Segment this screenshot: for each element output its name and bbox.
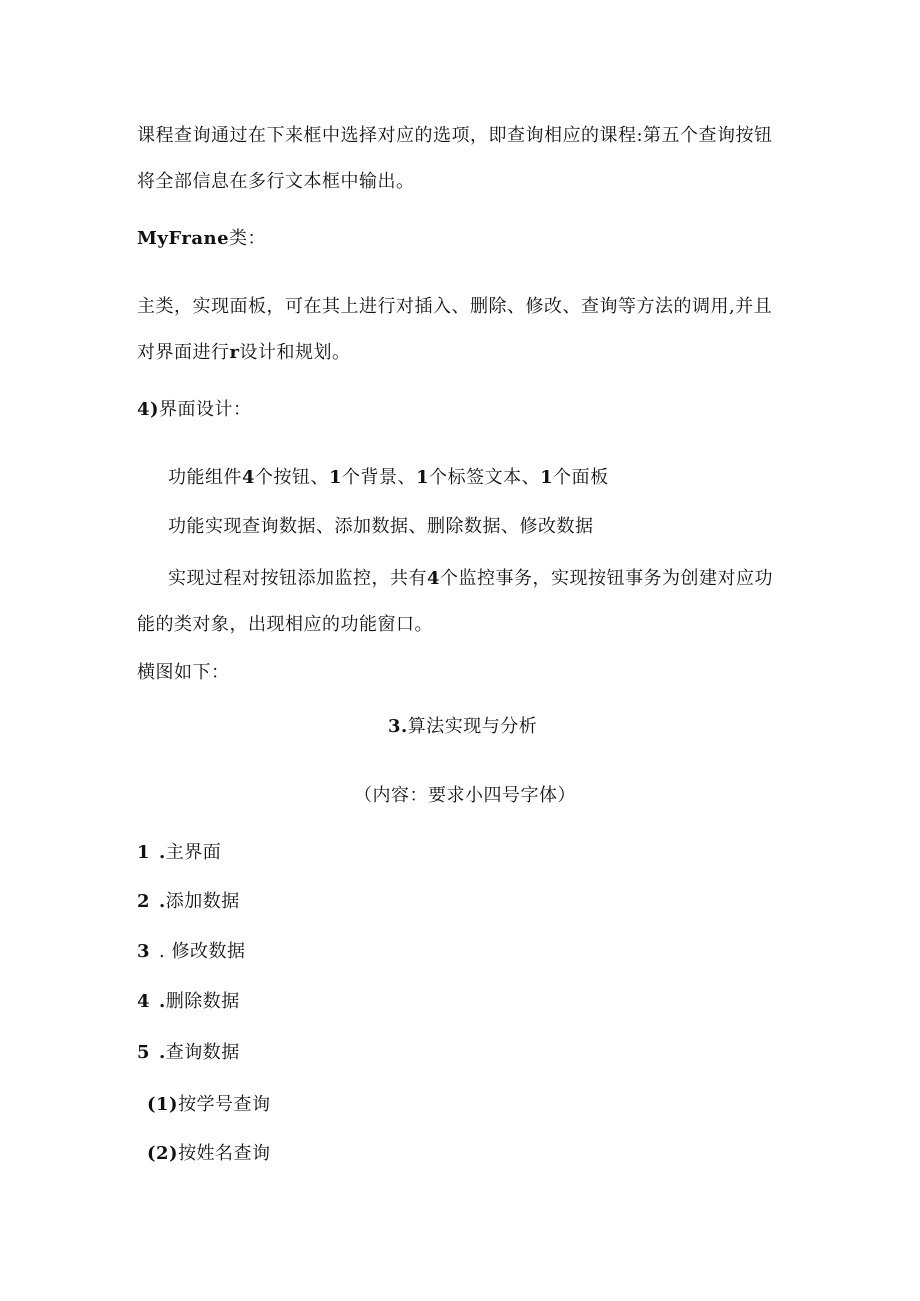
components-count: 1: [540, 467, 554, 488]
intro-line-1: 课程查询通过在下来框中选择对应的选项，即查询相应的课程:第五个查询按钮: [137, 125, 773, 146]
components-text: 个标签文本、: [429, 467, 541, 488]
list-item-text: 查询数据: [165, 1042, 240, 1063]
list-item-dot: .: [159, 842, 166, 863]
main-class-line-2-pre: 对界面进行: [137, 342, 230, 363]
components-text: 个背景、: [342, 467, 417, 488]
ui-design-heading: [137, 398, 252, 422]
process-line-1-pre: 实现过程对按钮添加监控，共有: [168, 568, 427, 589]
intro-line-2: 将全部信息在多行文本框中输出。: [137, 171, 415, 192]
components-text: 个面板: [553, 467, 609, 488]
main-class-line-2-post: 设计和规划。: [239, 342, 351, 363]
components-text: 个按钮、: [255, 467, 330, 488]
list-item-text: 添加数据: [165, 891, 240, 912]
process-count: 4: [427, 568, 441, 589]
list-item-number: 1: [137, 842, 151, 863]
components-count: 4: [242, 467, 256, 488]
list-item: [137, 940, 245, 964]
sub-list-item: [147, 1093, 271, 1117]
sub-list-item-text: 按姓名查询: [178, 1143, 271, 1164]
components-line: [168, 466, 609, 490]
list-item-dot: .: [159, 1042, 166, 1063]
section-note: （内容：要求小四号字体）: [354, 785, 576, 806]
components-count: 1: [416, 467, 430, 488]
main-class-line-2: [137, 341, 350, 365]
components-text: 功能组件: [168, 467, 242, 488]
section-title: [388, 715, 537, 739]
process-line-1-post: 个监控事务，实现按钮事务为创建对应功: [440, 568, 774, 589]
process-line-1: [168, 567, 773, 591]
list-item: [137, 990, 240, 1014]
sub-list-item-number: (1): [147, 1094, 179, 1115]
list-item-dot: .: [159, 941, 166, 962]
list-item-number: 2: [137, 891, 151, 912]
functions-line: 功能实现查询数据、添加数据、删除数据、修改数据: [168, 516, 594, 537]
list-item: [137, 890, 240, 914]
diagram-caption: 横图如下：: [137, 662, 230, 683]
section-label: 算法实现与分析: [407, 716, 538, 737]
myframe-heading: [137, 227, 266, 251]
list-item-number: 5: [137, 1042, 151, 1063]
list-item-number: 4: [137, 991, 151, 1012]
list-item-dot: .: [159, 891, 166, 912]
section-number: 3.: [388, 716, 408, 737]
sub-list-item: [147, 1142, 271, 1166]
main-class-line-1: 主类，实现面板，可在其上进行对插入、删除、修改、查询等方法的调用,并且: [137, 296, 773, 317]
list-item-number: 3: [137, 941, 151, 962]
main-class-line-2-bold: r: [229, 342, 240, 363]
list-item-text: 主界面: [165, 842, 222, 863]
process-line-2: 能的类对象，出现相应的功能窗口。: [137, 614, 433, 635]
ui-design-number: 4): [137, 399, 160, 420]
ui-design-label: 界面设计：: [159, 399, 252, 420]
list-item-text: 删除数据: [165, 991, 240, 1012]
list-item-dot: .: [159, 991, 166, 1012]
list-item: [137, 841, 221, 865]
list-item-text: 修改数据: [165, 941, 246, 962]
components-count: 1: [329, 467, 343, 488]
myframe-name: MyFrane: [137, 228, 230, 249]
sub-list-item-text: 按学号查询: [178, 1094, 271, 1115]
sub-list-item-number: (2): [147, 1143, 179, 1164]
list-item: [137, 1041, 240, 1065]
myframe-suffix: 类：: [229, 228, 267, 249]
